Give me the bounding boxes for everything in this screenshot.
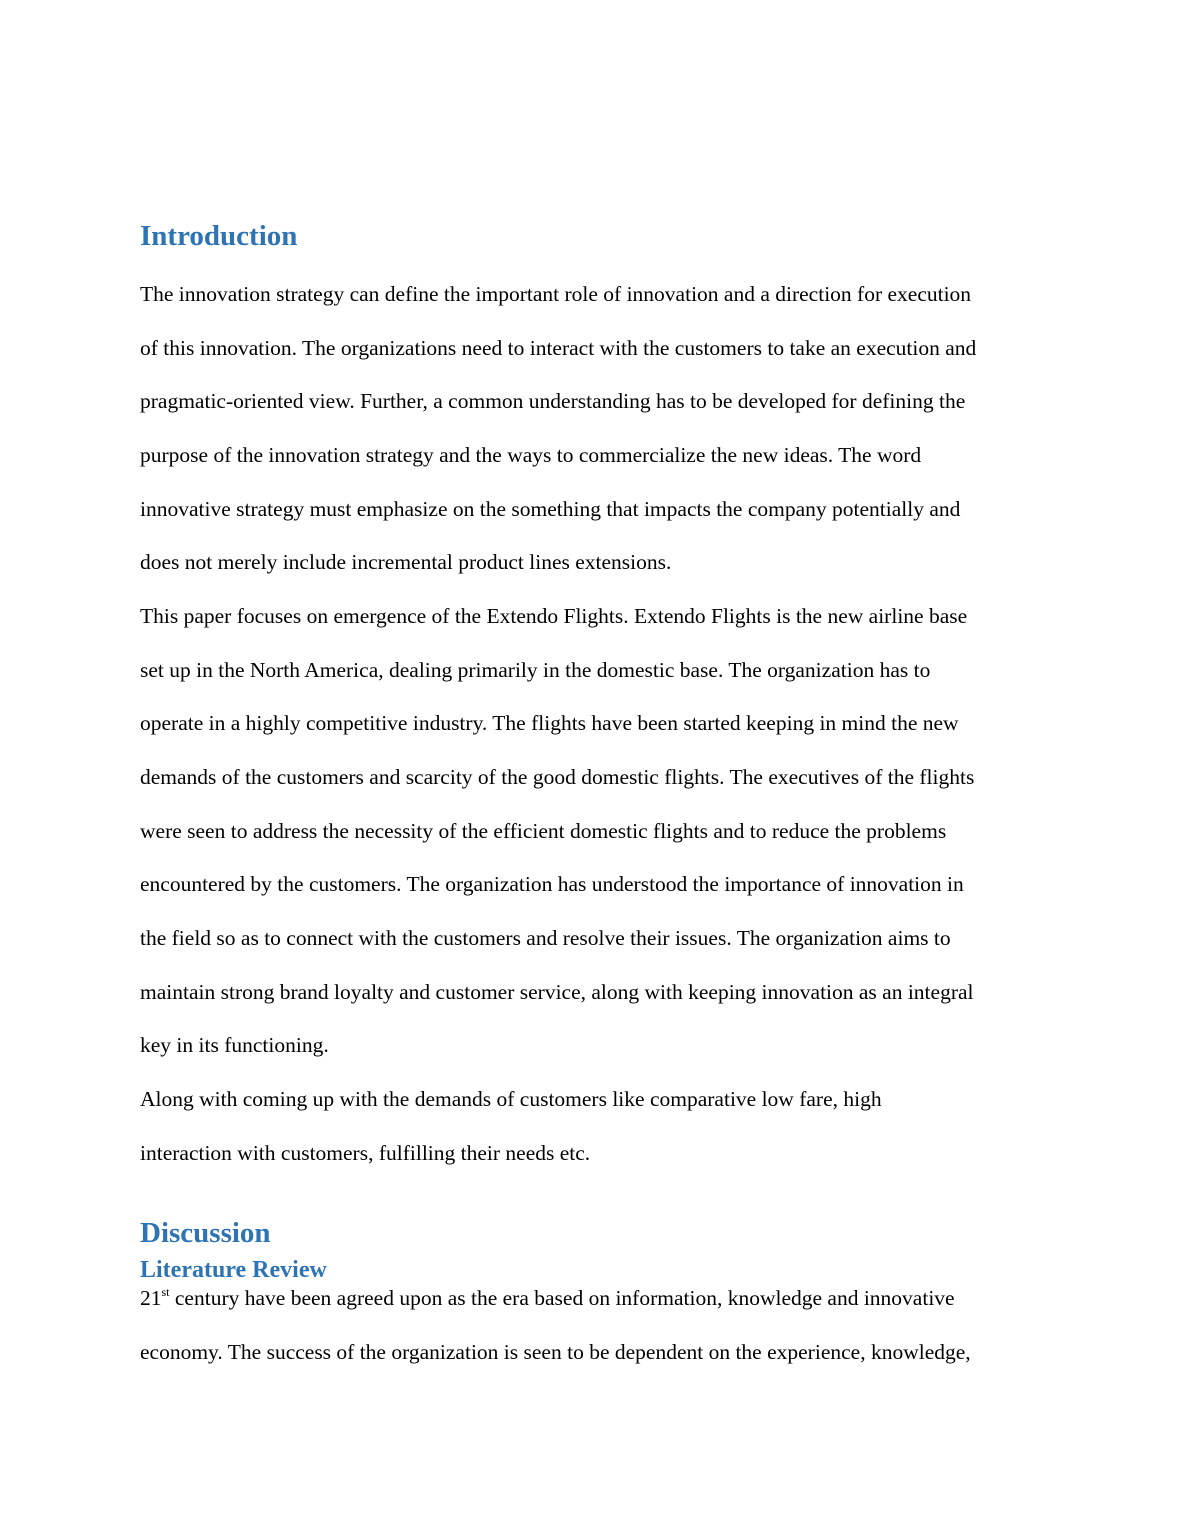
paragraph-line: Along with coming up with the demands of customers like comparative low fare, high — [140, 1087, 882, 1111]
line-text: century have been agreed upon as the era based on information, knowledge and innovative — [169, 1286, 955, 1310]
paragraph-line: interaction with customers, fulfilling their needs etc. — [140, 1141, 591, 1165]
paragraph-line: encountered by the customers. The organization has understood the importance of innovation in — [140, 872, 964, 896]
paragraph-line: pragmatic-oriented view. Further, a common understanding has to be developed for defining the — [140, 389, 966, 413]
paragraph-line: of this innovation. The organizations need to interact with the customers to take an execution and — [140, 336, 977, 360]
paragraph-line: the field so as to connect with the customers and resolve their issues. The organization aims to — [140, 926, 951, 950]
century-number: 21 — [140, 1286, 162, 1310]
introduction-heading: Introduction — [140, 220, 298, 252]
paragraph-line: The innovation strategy can define the important role of innovation and a direction for execution — [140, 282, 972, 306]
paragraph-line: This paper focuses on emergence of the Extendo Flights. Extendo Flights is the new airline base — [140, 604, 968, 628]
paragraph-line: set up in the North America, dealing primarily in the domestic base. The organization has to — [140, 658, 931, 682]
paragraph-line: demands of the customers and scarcity of the good domestic flights. The executives of the flights — [140, 765, 975, 789]
literature-review-heading: Literature Review — [140, 1257, 327, 1283]
discussion-heading: Discussion — [140, 1217, 271, 1249]
paragraph-line: does not merely include incremental product lines extensions. — [140, 550, 672, 574]
paragraph-line: economy. The success of the organization is seen to be dependent on the experience, knowledge, — [140, 1340, 971, 1364]
ordinal-superscript: st — [161, 1285, 170, 1299]
paragraph-line: were seen to address the necessity of the efficient domestic flights and to reduce the problems — [140, 819, 947, 843]
paragraph-line: innovative strategy must emphasize on the something that impacts the company potentially and — [140, 497, 961, 521]
paragraph-line: purpose of the innovation strategy and the ways to commercialize the new ideas. The word — [140, 443, 922, 467]
paragraph-line: maintain strong brand loyalty and customer service, along with keeping innovation as an integral — [140, 980, 974, 1004]
document-page — [140, 0, 1055, 1540]
paragraph-line: operate in a highly competitive industry. The flights have been started keeping in mind the new — [140, 711, 959, 735]
paragraph-line — [140, 1284, 955, 1312]
paragraph-line: key in its functioning. — [140, 1033, 329, 1057]
